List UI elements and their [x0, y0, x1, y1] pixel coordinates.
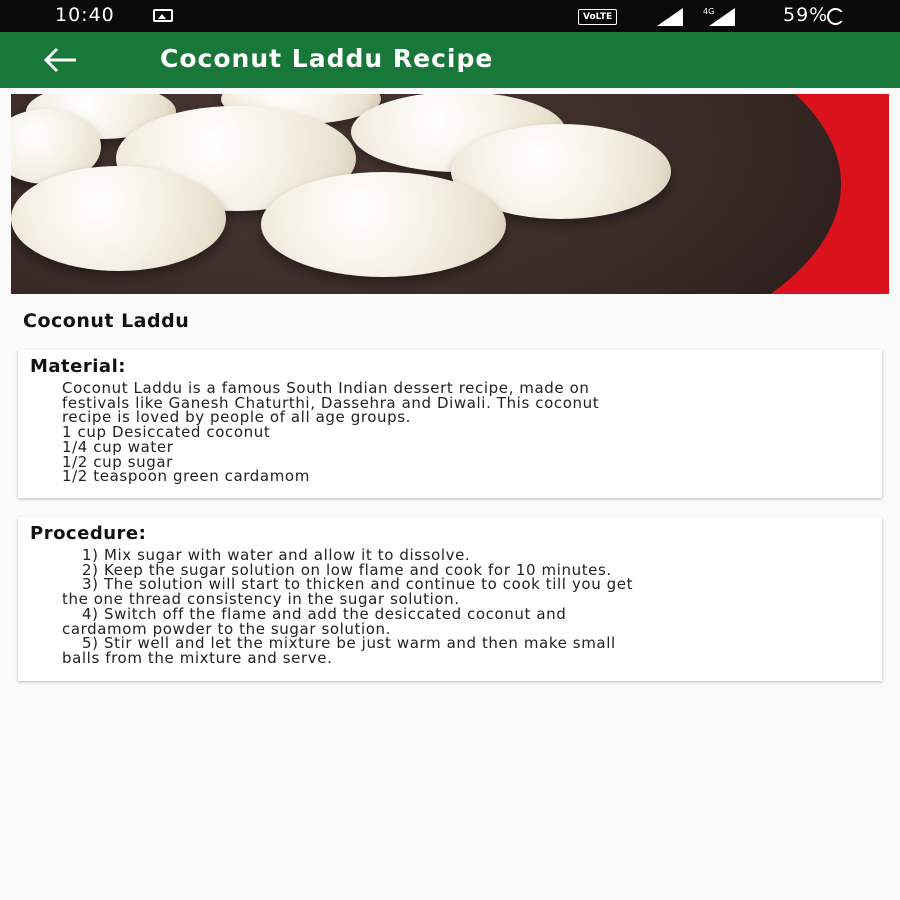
material-line: Coconut Laddu is a famous South Indian dessert recipe, made on	[62, 379, 590, 397]
image-notification-icon	[153, 9, 173, 22]
page-title: Coconut Laddu Recipe	[160, 44, 494, 73]
procedure-body	[62, 548, 862, 666]
material-body	[62, 381, 862, 484]
procedure-card	[18, 517, 882, 681]
coconut-laddu-photo	[11, 94, 889, 294]
app-bar	[0, 32, 900, 88]
material-card	[18, 350, 882, 498]
battery-icon	[827, 8, 844, 25]
material-line: festivals like Ganesh Chaturthi, Dassehra and Diwali. This coconut	[62, 393, 600, 412]
procedure-line: 1) Mix sugar with water and allow it to dissolve.	[82, 546, 471, 564]
material-line: 1/4 cup water	[62, 437, 174, 456]
signal-icon	[657, 8, 683, 26]
material-line: 1 cup Desiccated coconut	[62, 423, 271, 442]
battery-percent: 59%	[783, 4, 829, 26]
procedure-line: balls from the mixture and serve.	[62, 648, 333, 667]
procedure-line: 3) The solution will start to thicken and continue to cook till you get	[82, 575, 634, 594]
procedure-line: 2) Keep the sugar solution on low flame and cook for 10 minutes.	[82, 560, 612, 579]
status-bar	[0, 0, 900, 32]
procedure-line: cardamom powder to the sugar solution.	[62, 619, 392, 638]
procedure-heading: Procedure:	[30, 523, 147, 544]
material-line: 1/2 teaspoon green cardamom	[62, 467, 310, 486]
material-line: 1/2 cup sugar	[62, 452, 173, 471]
material-heading: Material:	[30, 356, 126, 377]
arrow-left-icon	[40, 44, 80, 76]
dish-name: Coconut Laddu	[23, 310, 190, 332]
procedure-line: 5) Stir well and let the mixture be just warm and then make small	[82, 634, 616, 653]
svg-text:4G: 4G	[703, 7, 715, 16]
back-button[interactable]	[40, 44, 80, 76]
laddu-shape	[11, 166, 226, 271]
laddu-shape	[261, 172, 506, 277]
procedure-line: the one thread consistency in the sugar solution.	[62, 590, 460, 609]
material-line: recipe is loved by people of all age groups.	[62, 408, 412, 427]
data-signal-icon	[703, 6, 735, 26]
procedure-line: 4) Switch off the flame and add the desiccated coconut and	[82, 604, 567, 623]
status-time: 10:40	[55, 4, 115, 26]
volte-badge: VoLTE	[578, 9, 617, 25]
